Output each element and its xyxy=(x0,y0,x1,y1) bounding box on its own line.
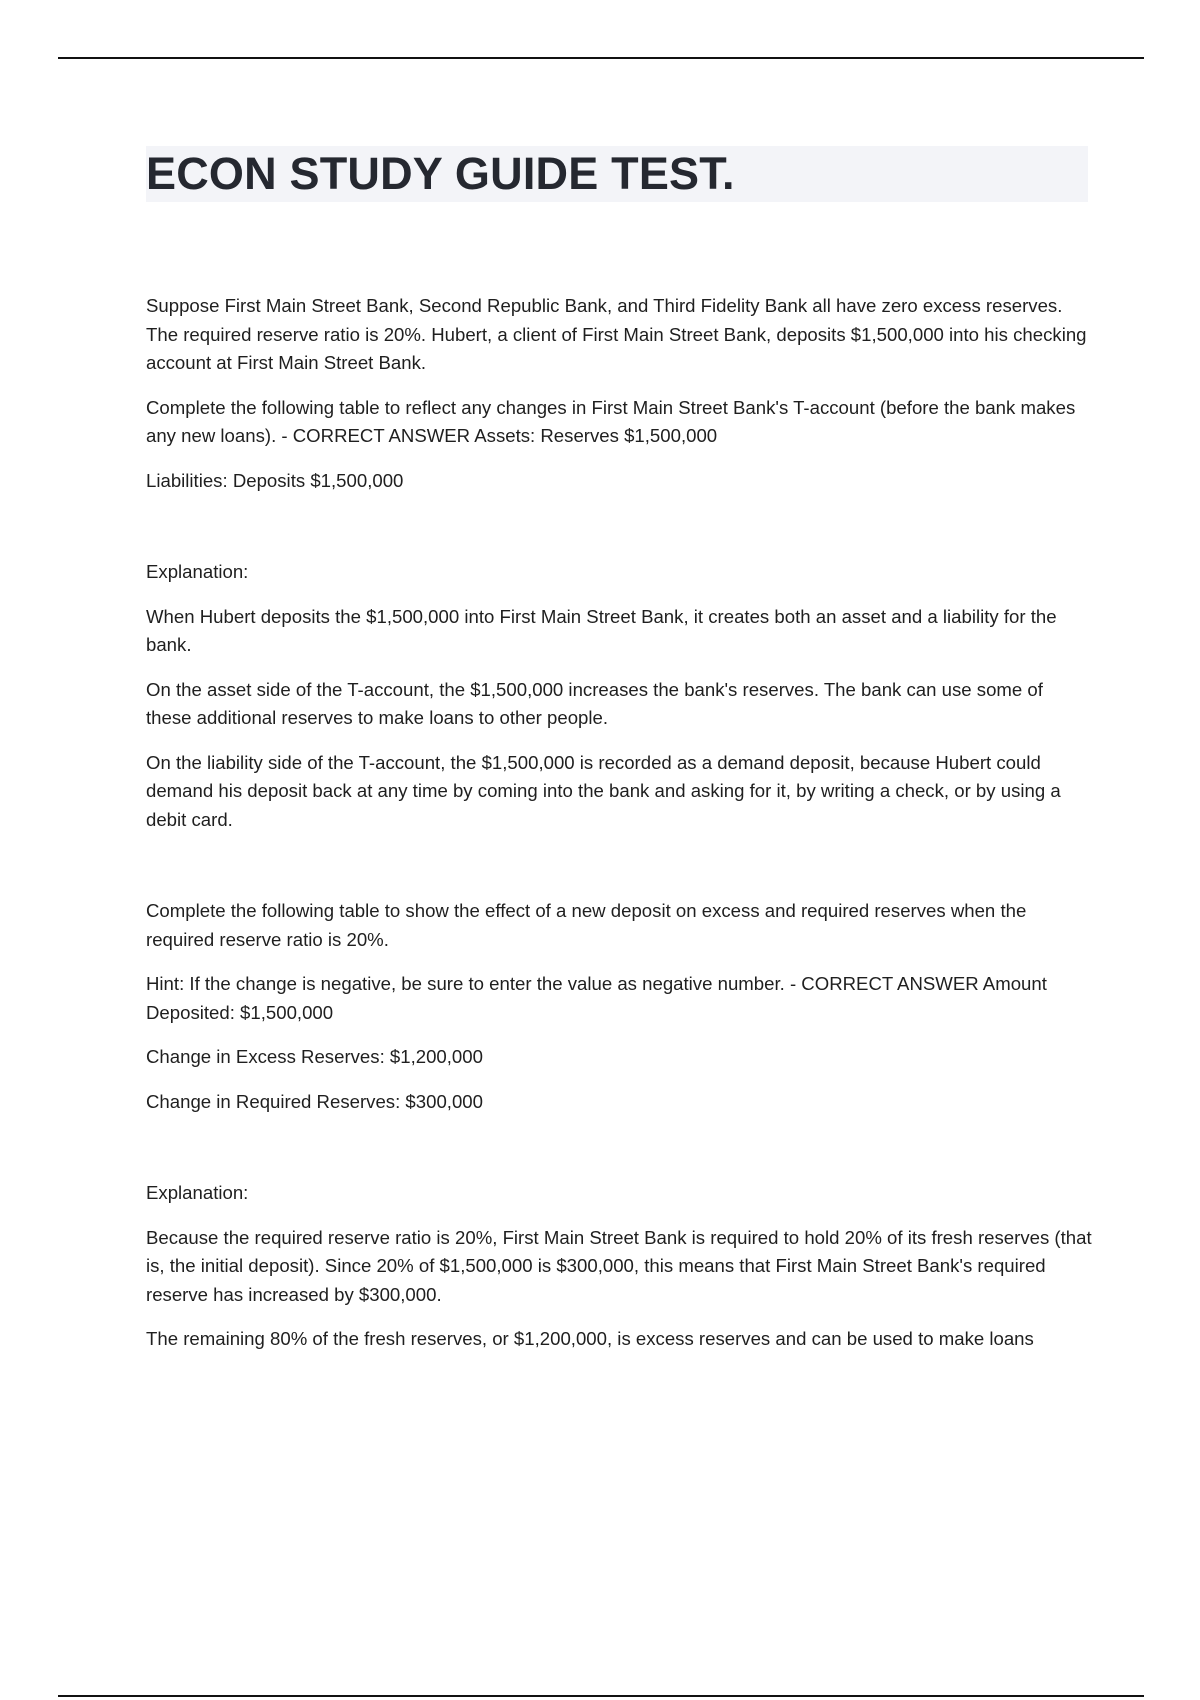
question-1-scenario: Suppose First Main Street Bank, Second Republic Bank, and Third Fidelity Bank all have zero excess reserves. The required reserve ratio is 20%. Hubert, a client of First Main Street Bank, deposits $1,500,000 into his checking account at First Main Street Bank. xyxy=(146,295,1087,373)
explanation-1-paragraph-1: When Hubert deposits the $1,500,000 into First Main Street Bank, it creates both an asset and a liability for the bank. xyxy=(146,605,1057,655)
section-gap xyxy=(146,1132,1092,1179)
explanation-2-paragraph-2: The remaining 80% of the fresh reserves, or $1,200,000, is excess reserves and can be used to make loans xyxy=(146,1328,1034,1349)
document-body xyxy=(146,292,1092,1370)
section-gap xyxy=(146,511,1092,558)
explanation-heading-1: Explanation: xyxy=(146,561,249,582)
explanation-1-paragraph-3: On the liability side of the T-account, the $1,500,000 is recorded as a demand deposit, because Hubert could demand his deposit back at any time by coming into the bank and asking for it, by writing a check, or by using a debit card. xyxy=(146,751,1061,830)
document-title: ECON STUDY GUIDE TEST. xyxy=(146,148,735,199)
explanation-1-paragraph-2: On the asset side of the T-account, the $1,500,000 increases the bank's reserves. The bank can use some of these additional reserves to make loans to other people. xyxy=(146,678,1043,728)
top-rule xyxy=(58,57,1144,59)
question-2-prompt: Complete the following table to show the effect of a new deposit on excess and required reserves when the required reserve ratio is 20%. xyxy=(146,900,1027,950)
question-2-answer-excess: Change in Excess Reserves: $1,200,000 xyxy=(146,1046,483,1067)
section-gap xyxy=(146,850,1092,897)
explanation-2-paragraph-1: Because the required reserve ratio is 20%, First Main Street Bank is required to hold 20% of its fresh reserves (that is, the initial deposit). Since 20% of $1,500,000 is $300,000, this means that First Main Street Bank's required reserve has increased by $300,000. xyxy=(146,1226,1092,1305)
explanation-heading-2: Explanation: xyxy=(146,1182,249,1203)
question-2-hint-answer: Hint: If the change is negative, be sure to enter the value as negative number. - CORRECT ANSWER Amount Deposited: $1,500,000 xyxy=(146,973,1047,1023)
question-1-prompt-answer: Complete the following table to reflect any changes in First Main Street Bank's T-account (before the bank makes any new loans). - CORRECT ANSWER Assets: Reserves $1,500,000 xyxy=(146,396,1076,446)
question-1-answer-liabilities: Liabilities: Deposits $1,500,000 xyxy=(146,469,404,491)
bottom-rule xyxy=(58,1695,1144,1697)
question-2-answer-required: Change in Required Reserves: $300,000 xyxy=(146,1090,483,1112)
